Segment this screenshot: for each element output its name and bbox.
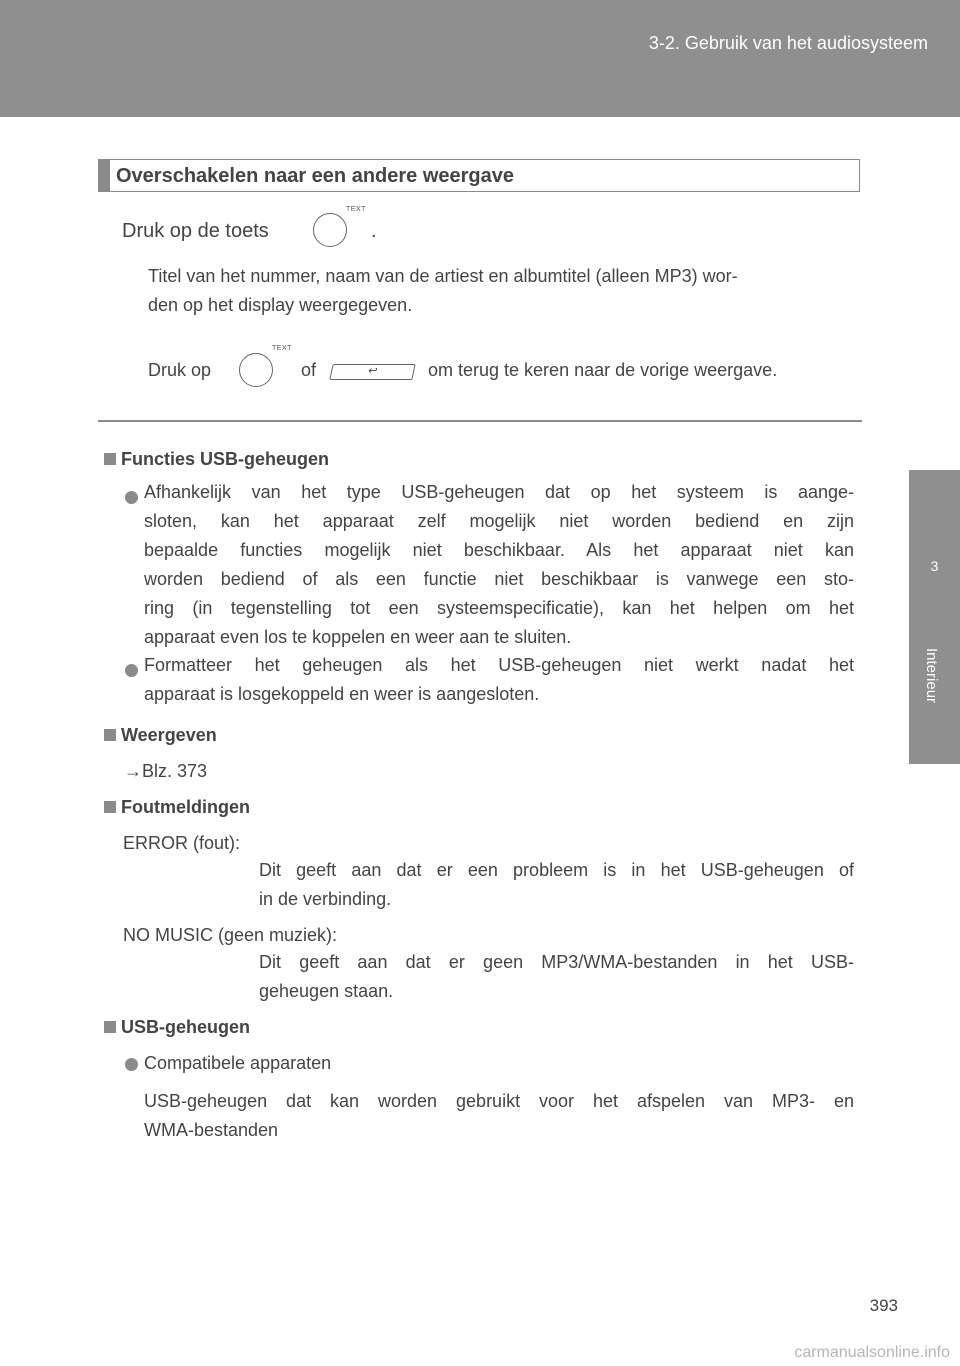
usb-functions-bullet-1: Afhankelijk van het type USB-geheugen dat op het systeem is aange- sloten, kan het apparaat zelf mogelijk niet worden bediend en zijn bepaalde functies mogelijk niet beschikbaar. Als het apparaat niet kan worden bediend of als een functie niet beschikbaar is vanwege een sto- ring (in tegenstelling tot een systeemspecificatie), kan het helpen om het apparaat even los te koppelen en weer aan te sluiten. xyxy=(144,482,854,647)
note-line: den op het display weergegeven. xyxy=(148,295,413,315)
section-heading-box xyxy=(98,159,860,192)
round-bullet-icon xyxy=(125,664,138,677)
square-bullet-icon xyxy=(104,1021,116,1033)
back-arrow-icon: ↩ xyxy=(366,365,379,377)
section-divider xyxy=(98,420,862,422)
chapter-title: 3-2. Gebruik van het audiosysteem xyxy=(648,33,928,53)
page-header xyxy=(0,0,960,117)
usb-memory-heading: USB-geheugen xyxy=(104,1017,250,1038)
return-text-or: of xyxy=(301,360,317,380)
usb-memory-description: USB-geheugen dat kan worden gebruikt voor het afspelen van MP3- en WMA-bestanden xyxy=(144,1091,854,1140)
return-text-suffix: om terug te keren naar de vorige weergave. xyxy=(428,360,778,380)
text-button-label: TEXT xyxy=(346,206,366,213)
round-bullet-icon xyxy=(125,491,138,504)
round-bullet-icon xyxy=(125,1058,138,1071)
square-bullet-icon xyxy=(104,729,116,741)
no-music-term: NO MUSIC (geen muziek): xyxy=(123,925,338,945)
chapter-number: 3 xyxy=(930,558,939,574)
error-term: ERROR (fout): xyxy=(123,833,241,853)
error-description: Dit geeft aan dat er een probleem is in het USB-geheugen of in de verbinding. xyxy=(259,860,854,909)
errors-heading: Foutmeldingen xyxy=(104,797,250,818)
chapter-label: Interieur xyxy=(923,648,940,704)
playback-page-reference: →Blz. 373 xyxy=(124,761,208,781)
text-button-icon xyxy=(313,213,347,247)
instruction-note xyxy=(148,262,856,320)
square-bullet-icon xyxy=(104,453,116,465)
back-button-icon xyxy=(329,364,415,380)
page-number: 393 xyxy=(869,1296,898,1315)
chapter-side-tab xyxy=(909,470,960,764)
playback-heading: Weergeven xyxy=(104,725,217,746)
no-music-description: Dit geeft aan dat er geen MP3/WMA-bestanden in het USB- geheugen staan. xyxy=(259,952,854,1001)
text-button-icon xyxy=(239,353,273,387)
return-text-prefix: Druk op xyxy=(148,360,212,380)
usb-functions-bullet-2: Formatteer het geheugen als het USB-geheugen niet werkt nadat het apparaat is losgekoppeld en weer is aangesloten. xyxy=(144,655,854,704)
watermark: carmanualsonline.info xyxy=(794,1344,950,1361)
note-line: Titel van het nummer, naam van de artiest en albumtitel (alleen MP3) wor- xyxy=(148,266,738,286)
instruction-period: . xyxy=(371,220,377,242)
square-bullet-icon xyxy=(104,801,116,813)
usb-memory-bullet: Compatibele apparaten xyxy=(144,1053,332,1073)
text-button-label: TEXT xyxy=(272,345,292,352)
section-title: Overschakelen naar een andere weergave xyxy=(116,165,515,187)
instruction-text: Druk op de toets xyxy=(122,220,269,242)
usb-functions-heading: Functies USB-geheugen xyxy=(104,449,329,470)
